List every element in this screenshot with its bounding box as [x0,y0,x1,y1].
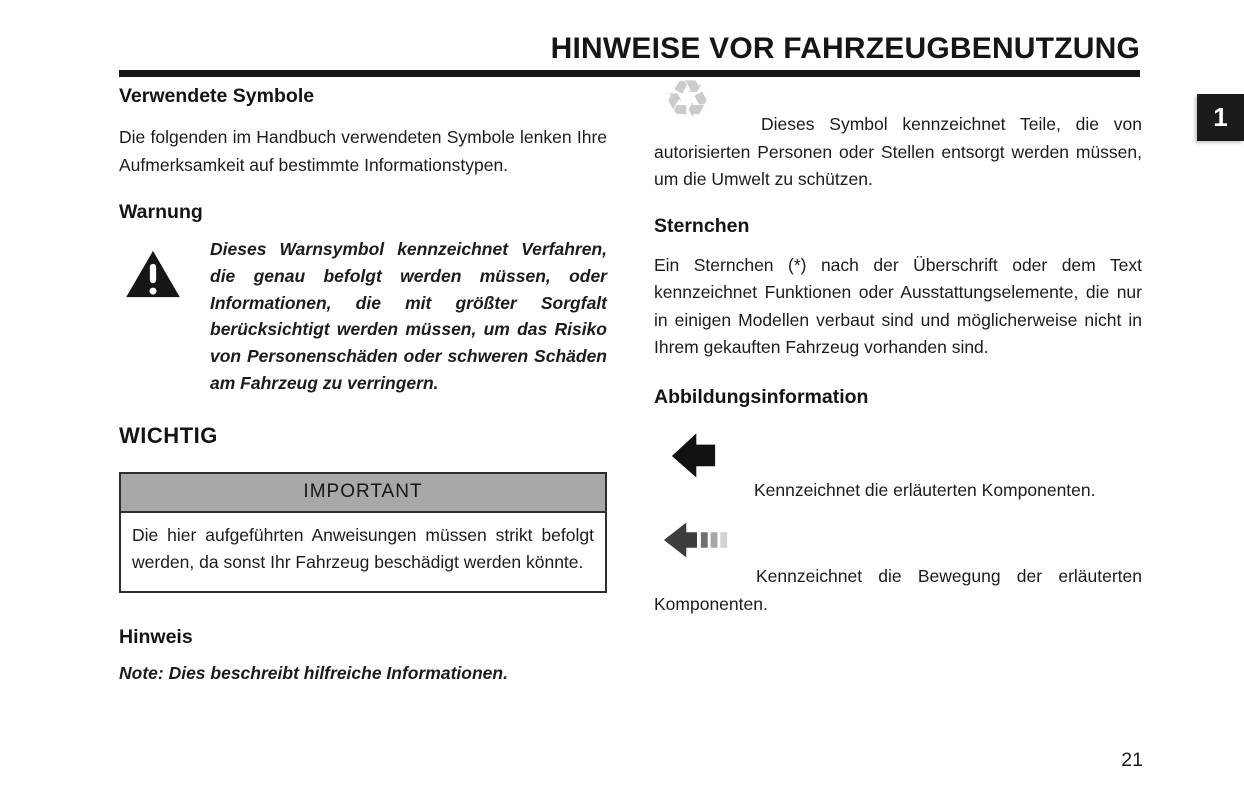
heading-warnung: Warnung [119,201,203,223]
recycle-icon: ♻ [664,71,711,129]
motion-arrow-text: Kennzeichnet die Bewegung der erläuterten Komponenten. [654,566,1142,614]
warning-block [119,236,607,397]
page-number: 21 [1121,749,1143,771]
warning-triangle-icon [125,250,181,303]
section-tab-number: 1 [1213,102,1228,132]
section-tab [1197,94,1244,141]
heading-verwendete-symbole: Verwendete Symbole [119,85,315,107]
warning-text: Dieses Warnsymbol kennzeichnet Verfahren, die genau befolgt werden müssen, oder Informationen, die mit größter Sorgfalt berücksichtigt werden müssen, um das Risiko von Personenschäden oder schweren Schäden am Fahrzeug zu verringern. [210,239,607,393]
sternchen-text: Ein Sternchen (*) nach der Überschrift oder dem Text kennzeichnet Funktionen oder Ausstattungselemente, die nur in einigen Modellen verbaut sind und möglicherweise nicht in Ihrem gekauften Fahrzeug vorhanden sind. [654,254,1142,357]
page-title: HINWEISE VOR FAHRZEUGBENUTZUNG [550,32,1140,65]
important-box-body: Die hier aufgeführten Anweisungen müssen strikt befolgt werden, da sonst Ihr Fahrzeug beschädigt werden könnte. [132,524,594,573]
recycle-block [654,71,1142,194]
left-column [119,85,607,687]
component-arrow-text: Kennzeichnet die erläuterten Komponenten. [754,479,1096,500]
heading-wichtig: WICHTIG [119,422,218,448]
heading-hinweis: Hinweis [119,625,193,648]
motion-arrow-icon [662,520,1142,565]
right-column [654,71,1142,618]
important-box [119,472,607,593]
page-header [119,32,1140,77]
heading-abbildungsinformation: Abbildungsinformation [654,385,869,408]
note-text: Note: Dies beschreibt hilfreiche Informationen. [119,662,508,683]
heading-sternchen: Sternchen [654,214,750,237]
important-box-header: IMPORTANT [121,474,605,513]
recycle-text: Dieses Symbol kennzeichnet Teile, die von autorisierten Personen oder Stellen entsorgt werden müssen, um die Umwelt zu schützen. [654,114,1142,189]
symbols-intro-text: Die folgenden im Handbuch verwendeten Symbole lenken Ihre Aufmerksamkeit auf bestimmte Informationstypen. [119,127,607,175]
